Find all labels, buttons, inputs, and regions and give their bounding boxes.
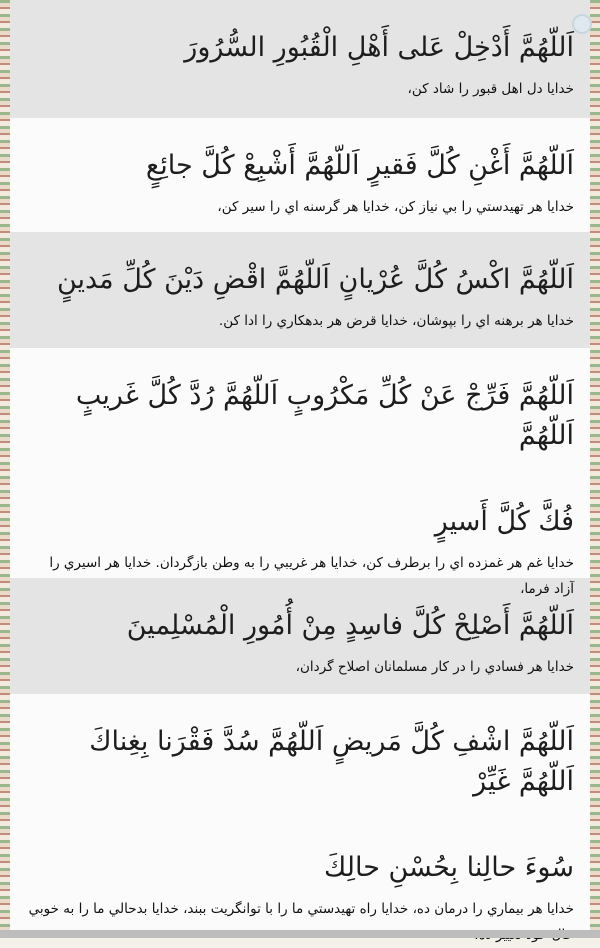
arabic-verse: اَللّهُمَّ اكْسُ كُلَّ عُرْيانٍ اَللّهُمَّ اقْضِ دَيْنَ كُلِّ مَدينٍ xyxy=(56,264,574,295)
prayer-block-2 xyxy=(10,118,590,232)
decorative-border-left xyxy=(0,0,10,938)
prayer-block-4 xyxy=(10,348,590,597)
persian-translation: خدايا هر فسادي را در كار مسلمانان اصلاح گردان، xyxy=(295,659,574,675)
persian-translation: خدايا غم هر غمزده اي را برطرف كن، خدايا هر غريبي را به وطن بازگردان. خدايا هر اسيري را آزاد فرما، xyxy=(49,555,574,597)
arabic-verse xyxy=(26,348,574,542)
arabic-verse xyxy=(26,694,574,888)
arabic-verse: اَللّهُمَّ أَصْلِحْ كُلَّ فاسِدٍ مِنْ أُمُورِ الْمُسْلِمينَ xyxy=(126,610,574,641)
prayer-block-6 xyxy=(10,694,590,930)
persian-translation: خدايا هر بيماري را درمان ده، خدايا راه تهيدستي ما را با توانگريت ببند، خدايا بدحالي ما را به خوبي xyxy=(28,901,574,917)
persian-translation: خدايا هر برهنه اي را بپوشان، خدايا قرض هر بدهكاري را ادا كن. xyxy=(218,313,574,329)
arabic-verse-line-1: اَللّهُمَّ فَرِّجْ عَنْ كُلِّ مَكْرُوبٍ اَللّهُمَّ رُدَّ كُلَّ غَريبٍ اَللّهُمَّ xyxy=(75,380,574,451)
arabic-verse-line-2: فُكَّ كُلَّ أَسيرٍ xyxy=(434,506,574,537)
arabic-verse: اَللّهُمَّ أَغْنِ كُلَّ فَقيرٍ اَللّهُمَّ أَشْبِعْ كُلَّ جائِعٍ xyxy=(145,150,574,181)
prayer-block-3 xyxy=(10,232,590,348)
arabic-verse: اَللّهُمَّ أَدْخِلْ عَلى أَهْلِ الْقُبُورِ السُّرُورَ xyxy=(184,32,574,63)
arabic-verse-line-2: سُوءَ حالِنا بِحُسْنِ حالِكَ xyxy=(323,852,574,883)
persian-translation: خدايا هر تهيدستي را بي نياز كن، خدايا هر گرسنه اي را سير كن، xyxy=(217,199,574,215)
bottom-scrollbar[interactable] xyxy=(0,930,600,938)
arabic-verse-line-1: اَللّهُمَّ اشْفِ كُلَّ مَريضٍ اَللّهُمَّ سُدَّ فَقْرَنا بِغِناكَ اَللّهُمَّ غَيِّرْ xyxy=(89,726,574,797)
prayer-block-5 xyxy=(10,578,590,694)
decorative-border-right xyxy=(590,0,600,938)
prayer-content[interactable] xyxy=(10,0,590,930)
scroll-indicator-icon[interactable] xyxy=(572,14,592,34)
prayer-block-1 xyxy=(10,0,590,118)
persian-translation: خدايا دل اهل قبور را شاد كن، xyxy=(407,81,574,97)
